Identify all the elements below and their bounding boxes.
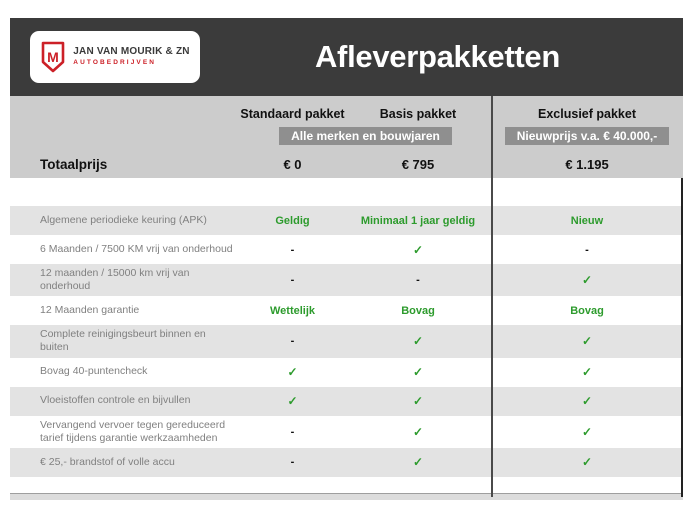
row-label: 12 Maanden garantie — [40, 304, 140, 317]
row-value: ✓ — [412, 242, 424, 257]
row-label: Algemene periodieke keuring (APK) — [40, 213, 207, 226]
table-row — [10, 387, 683, 416]
row-value: ✓ — [412, 365, 424, 379]
row-value: ✓ — [287, 365, 298, 379]
row-value: - — [290, 274, 295, 287]
brand-text — [73, 47, 189, 66]
row-value: ✓ — [412, 455, 424, 470]
table-row — [10, 325, 683, 357]
row-value: Geldig — [275, 214, 310, 227]
brand-logo — [30, 31, 200, 83]
table-row — [10, 206, 683, 235]
row-value: ✓ — [581, 334, 593, 349]
row-value: - — [290, 243, 295, 256]
table-row — [10, 264, 683, 296]
totals-label: Totaalprijs — [40, 156, 108, 172]
row-value: - — [290, 335, 295, 348]
shared-badge: Alle merken en bouwjaren — [279, 127, 452, 145]
badge-row — [10, 126, 683, 146]
row-value: - — [290, 456, 295, 469]
row-value: ✓ — [412, 424, 424, 439]
brand-name: JAN VAN MOURIK & ZN — [73, 46, 190, 58]
row-label: Bovag 40-puntencheck — [40, 365, 148, 378]
row-value: ✓ — [412, 334, 424, 349]
row-label: € 25,- brandstof of volle accu — [40, 455, 175, 468]
row-value: ✓ — [581, 394, 593, 408]
row-label: Vloeistoffen controle en bijvullen — [40, 394, 191, 407]
column-header-standaard: Standaard pakket — [240, 107, 345, 121]
footer-strip — [10, 493, 683, 500]
brand-subtitle: AUTOBEDRIJVEN — [73, 58, 157, 66]
svg-text:M: M — [47, 49, 60, 65]
feature-rows — [10, 206, 683, 477]
table-row — [10, 296, 683, 325]
row-value: ✓ — [287, 394, 298, 408]
row-label: Vervangend vervoer tegen gereduceerd tarief tijdens garantie werkzaamheden — [40, 418, 226, 444]
package-header-band — [10, 96, 683, 178]
row-value: ✓ — [581, 365, 593, 379]
row-value: - — [290, 425, 295, 438]
column-header-basis: Basis pakket — [379, 107, 457, 121]
row-value: Nieuw — [570, 214, 604, 227]
column-headers — [10, 104, 683, 124]
row-label: 12 maanden / 15000 km vrij van onderhoud — [40, 267, 190, 293]
exclusief-price-badge: Nieuwprijs v.a. € 40.000,- — [505, 127, 670, 145]
row-value: ✓ — [581, 455, 593, 470]
row-value: - — [585, 243, 589, 256]
header-bar — [10, 18, 683, 96]
row-value: ✓ — [412, 394, 424, 408]
table-row — [10, 448, 683, 477]
brand-shield-icon — [40, 41, 66, 73]
row-value: Minimaal 1 jaar geldig — [360, 214, 476, 227]
row-label: Complete reinigingsbeurt binnen en buiten — [40, 328, 206, 354]
row-value: ✓ — [581, 273, 593, 288]
totals-value-exclusief: € 1.195 — [565, 156, 609, 172]
row-value: Wettelijk — [269, 304, 316, 317]
row-value: Bovag — [570, 304, 604, 317]
row-value: Bovag — [401, 304, 435, 317]
row-value: ✓ — [581, 424, 593, 439]
column-divider-line — [491, 96, 493, 497]
totals-value-standaard: € 0 — [283, 156, 302, 172]
table-right-border — [681, 178, 683, 497]
table-row — [10, 416, 683, 448]
table-row — [10, 358, 683, 387]
totals-value-basis: € 795 — [401, 156, 435, 172]
totals-row — [10, 150, 683, 178]
row-value: - — [416, 274, 420, 287]
row-label: 6 Maanden / 7500 KM vrij van onderhoud — [40, 242, 233, 255]
page-title: Afleverpakketten — [314, 39, 561, 74]
column-header-exclusief: Exclusief pakket — [538, 107, 636, 121]
table-row — [10, 235, 683, 264]
